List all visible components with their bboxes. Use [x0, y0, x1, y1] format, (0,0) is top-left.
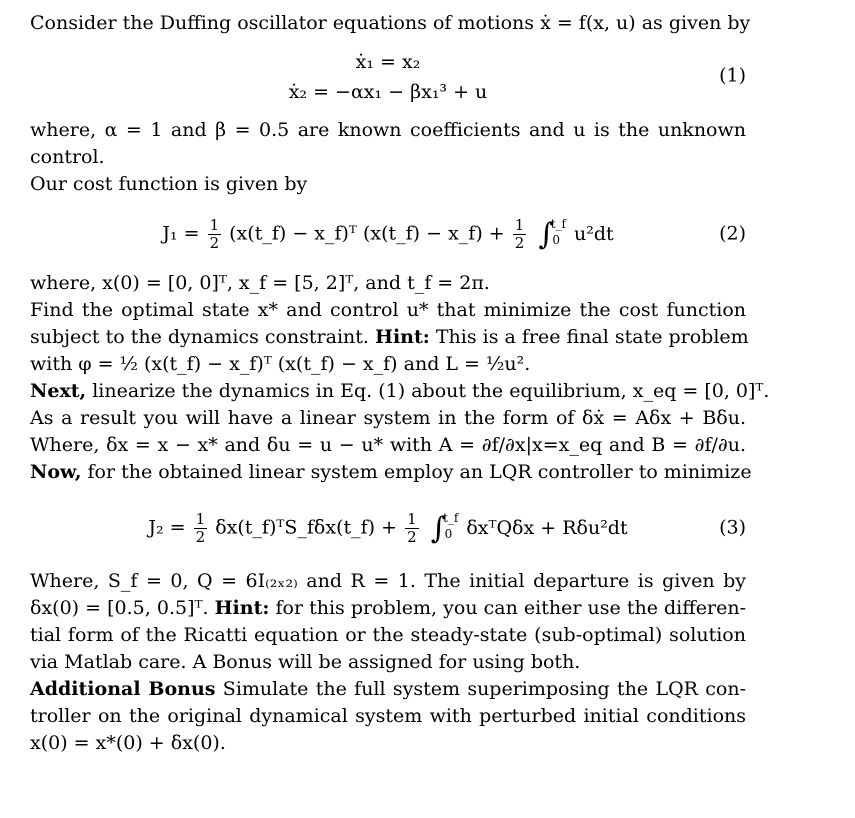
- intro-paragraph: [30, 10, 751, 37]
- equation-2-half-1-den: 2: [209, 234, 220, 252]
- equation-2: [30, 206, 746, 262]
- hint-label-1: Hint:: [375, 326, 430, 348]
- equation-2-half-2: [513, 218, 527, 251]
- task-text-2b: This is a free final state problem: [435, 326, 749, 348]
- next-text-line: [30, 378, 770, 405]
- task-paragraph: [30, 270, 770, 486]
- equation-3-upper-limit: t_f: [443, 511, 459, 525]
- equation-2-half-2-den: 2: [514, 234, 525, 252]
- weights-text-2a: δx(0) = [0.5, 0.5]ᵀ.: [30, 597, 209, 619]
- equation-2-half-1: [208, 218, 222, 251]
- problem-statement: [30, 10, 770, 757]
- intro-text: Consider the Duffing oscillator equations of motions ẋ = f(x, u) as given by: [30, 12, 751, 34]
- equation-3-half-2-num: 1: [407, 510, 417, 528]
- equation-3-half-1: [194, 512, 208, 545]
- equation-1-line-2: ẋ₂ = −αx₁ − βx₁³ + u: [288, 81, 488, 103]
- equation-3-half-1-den: 2: [195, 528, 206, 546]
- coefficients-paragraph: [30, 117, 746, 198]
- equation-2-integrand: u²dt: [574, 222, 614, 245]
- equation-3-integrand: δxᵀQδx + Rδu²dt: [466, 516, 628, 539]
- equation-2-lower-limit: 0: [552, 233, 560, 247]
- bonus-label: Additional Bonus: [30, 678, 216, 700]
- now-label: Now,: [30, 461, 82, 483]
- equation-3-body: [30, 512, 746, 545]
- cost-intro-text: Our cost function is given by: [30, 173, 308, 195]
- equation-2-upper-limit: t_f: [550, 217, 566, 231]
- hint-label-2: Hint:: [214, 597, 270, 619]
- equation-3-lhs: J₂ =: [148, 516, 186, 539]
- bonus-text-1: Simulate the full system superimposing the LQR con-: [222, 678, 746, 700]
- equation-3: [30, 500, 746, 556]
- weights-text-2: [30, 595, 746, 622]
- bonus-text-2: troller on the original dynamical system with perturbed initial conditions: [30, 705, 746, 727]
- equation-1: [30, 41, 746, 111]
- equation-1-number: (1): [719, 64, 746, 87]
- task-text-1: Find the optimal state x* and control u* that minimize the cost function: [30, 299, 746, 321]
- equation-2-body: [30, 218, 746, 251]
- weights-text-1: Where, S_f = 0, Q = 6I₍₂ₓ₂₎ and R = 1. The initial departure is given by: [30, 570, 746, 592]
- equation-2-lhs: J₁ =: [162, 222, 200, 245]
- equation-2-half-1-num: 1: [209, 216, 220, 234]
- equation-2-middle: (x(t_f) − x_f)ᵀ (x(t_f) − x_f) +: [229, 222, 505, 245]
- coefficients-text-1: where, α = 1 and β = 0.5 are known coefficients and u is the unknown: [30, 119, 746, 141]
- integral-sign: ∫ t_f 0: [538, 221, 554, 248]
- equation-3-half-2: [405, 512, 419, 545]
- equation-1-line-1: ẋ₁ = x₂: [355, 51, 421, 73]
- conditions-text: where, x(0) = [0, 0]ᵀ, x_f = [5, 2]ᵀ, and t_f = 2π.: [30, 272, 490, 294]
- bonus-text-line-1: [30, 676, 746, 703]
- weights-text-3: tial form of the Ricatti equation or the steady-state (sub-optimal) solution: [30, 624, 746, 646]
- now-text: for the obtained linear system employ an LQR controller to minimize: [87, 461, 752, 483]
- now-text-line: [30, 459, 752, 486]
- integral-sign-2: ∫ t_f 0: [431, 515, 447, 542]
- bonus-text-3: x(0) = x*(0) + δx(0).: [30, 732, 226, 754]
- linear-text-1: As a result you will have a linear system in the form of δẋ = Aδx + Bδu.: [30, 407, 746, 429]
- equation-3-half-2-den: 2: [407, 528, 417, 546]
- coefficients-text-2: control.: [30, 146, 105, 168]
- equation-3-lower-limit: 0: [444, 527, 453, 541]
- equation-3-number: (3): [719, 516, 746, 539]
- next-label: Next,: [30, 380, 87, 402]
- equation-2-number: (2): [719, 222, 746, 245]
- linear-text-2: Where, δx = x − x* and δu = u − u* with A = ∂f/∂x|x=x_eq and B = ∂f/∂u.: [30, 434, 746, 456]
- weights-text-2b: for this problem, you can either use the differen-: [275, 597, 746, 619]
- weights-text-4: via Matlab care. A Bonus will be assigned for using both.: [30, 651, 581, 673]
- task-text-2a: subject to the dynamics constraint.: [30, 326, 369, 348]
- next-text: linearize the dynamics in Eq. (1) about the equilibrium, x_eq = [0, 0]ᵀ.: [92, 380, 770, 402]
- equation-3-middle: δx(t_f)ᵀS_fδx(t_f) +: [215, 516, 398, 539]
- task-text-2: [30, 324, 749, 351]
- equation-2-half-2-num: 1: [514, 216, 525, 234]
- weights-paragraph: [30, 568, 746, 757]
- equation-3-half-1-num: 1: [195, 510, 206, 528]
- task-text-3: with φ = ½ (x(t_f) − x_f)ᵀ (x(t_f) − x_f) and L = ½u².: [30, 353, 531, 375]
